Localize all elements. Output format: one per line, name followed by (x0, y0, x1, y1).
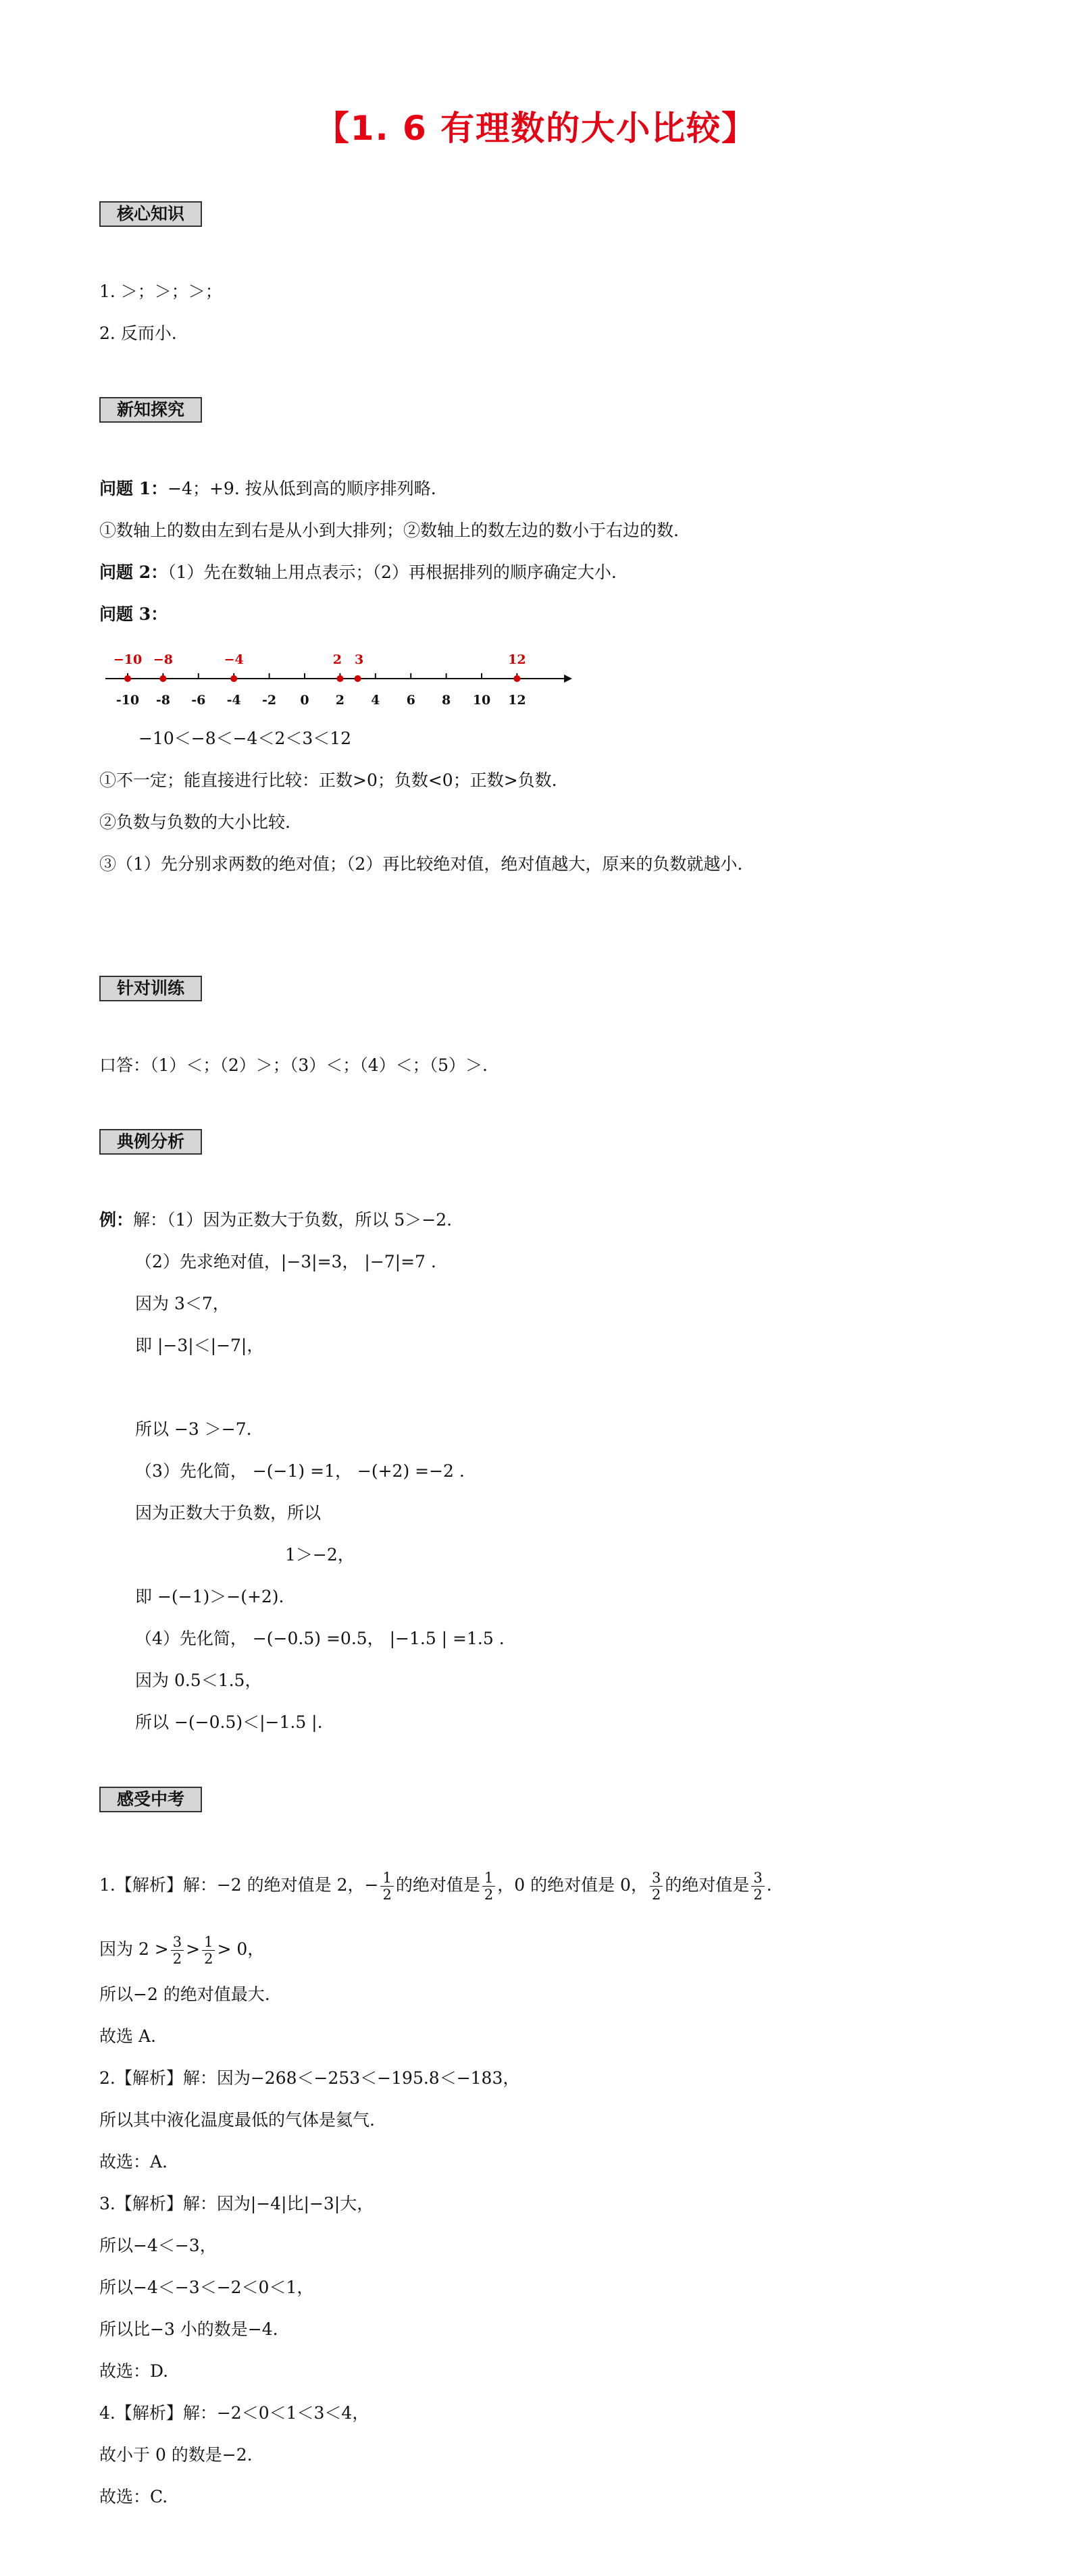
fraction-numerator: 3 (171, 1934, 184, 1951)
section-core-knowledge: 核心知识 (99, 201, 202, 227)
exam-q1-line-1 (99, 1865, 772, 1905)
number-line-point-label: 12 (508, 652, 526, 667)
core-line-2: 2. 反而小. (99, 323, 177, 343)
number-line-point (336, 675, 343, 682)
number-line-point-label: 3 (354, 652, 364, 667)
number-line-point (513, 675, 520, 682)
core-line-1: 1. ＞；＞；＞； (99, 282, 222, 301)
number-line-tick-label: -10 (116, 693, 140, 708)
example-first: 解：（1）因为正数大于负数，所以 5＞−2. (133, 1210, 453, 1230)
section-examples: 典例分析 (99, 1129, 202, 1155)
fraction-denominator: 2 (651, 1887, 661, 1903)
training-answer: 口答：（1）＜；（2）＞；（3）＜；（4）＜；（5）＞. (99, 1055, 488, 1075)
exam-line: 故选：A. (99, 2152, 168, 2172)
question-1-label: 问题 1： (99, 479, 168, 498)
explore-question-2 (99, 561, 617, 584)
exam-line: 故选：D. (99, 2361, 169, 2381)
number-line-tick-label: -4 (226, 693, 241, 708)
exam-line: 所以−2 的绝对值最大. (99, 1984, 270, 2004)
exam-line: 所以比−3 小的数是−4. (99, 2319, 278, 2339)
exam-line: 3.【解析】解：因为|−4|比|−3|大， (99, 2194, 374, 2213)
example-line: 因为 3＜7， (135, 1294, 230, 1313)
number-line-tick-label: -6 (191, 693, 206, 708)
section-training: 针对训练 (99, 976, 202, 1001)
exam-text: 1.【解析】解：−2 的绝对值是 2， (99, 1875, 365, 1895)
example-line: 所以 −(−0.5)＜|−1.5 |. (135, 1712, 323, 1732)
exam-text: 的绝对值是 (665, 1875, 750, 1895)
example-line-1 (99, 1209, 452, 1232)
exam-line: 2.【解析】解：因为−268＜−253＜−195.8＜−183， (99, 2068, 520, 2088)
question-2-text: （1）先在数轴上用点表示；（2）再根据排列的顺序确定大小. (168, 562, 617, 582)
fraction-one-half (482, 1870, 495, 1903)
exam-text: ，0 的绝对值是 0， (497, 1875, 648, 1895)
exam-text: > 0， (217, 1939, 265, 1959)
exam-line: 故小于 0 的数是−2. (99, 2445, 253, 2465)
exam-line: 4.【解析】解：−2＜0＜1＜3＜4， (99, 2403, 369, 2423)
exam-text: . (766, 1875, 772, 1895)
number-line-tick-label: 8 (441, 693, 451, 708)
exam-line: 故选：C. (99, 2487, 168, 2506)
question-3-label: 问题 3： (99, 604, 168, 624)
fraction-numerator: 3 (751, 1870, 764, 1887)
explore-line-b: ②负数与负数的大小比较. (99, 812, 290, 832)
number-line-tick-label: -2 (262, 693, 277, 708)
exam-line: 所以−4＜−3， (99, 2236, 217, 2255)
minus-sign: − (364, 1875, 379, 1895)
order-result: −10＜−8＜−4＜2＜3＜12 (138, 729, 352, 748)
exam-text: > (186, 1939, 201, 1959)
exam-text: 的绝对值是 (395, 1875, 480, 1895)
example-line: （2）先求绝对值，|−3|=3， |−7|=7 . (135, 1252, 436, 1271)
fraction-numerator: 3 (650, 1870, 663, 1887)
example-line: （4）先化简， −(−0.5) =0.5， |−1.5 | =1.5 . (135, 1629, 505, 1648)
example-line: 1＞−2， (285, 1545, 355, 1565)
example-line: 即 |−3|＜|−7|， (135, 1336, 264, 1355)
number-line (95, 638, 581, 712)
example-line: （3）先化简， −(−1) =1， −(+2) =−2 . (135, 1461, 465, 1481)
fraction-three-halves (650, 1870, 663, 1903)
exam-line: 所以−4＜−3＜−2＜0＜1， (99, 2278, 314, 2297)
fraction-one-half (380, 1870, 393, 1903)
fraction-denominator: 2 (382, 1887, 392, 1903)
explore-line-c: ③（1）先分别求两数的绝对值；（2）再比较绝对值，绝对值越大，原来的负数就越小. (99, 854, 743, 874)
fraction-one-half (202, 1934, 215, 1967)
exam-q1-line-2 (99, 1929, 264, 1970)
number-line-tick-label: 6 (406, 693, 415, 708)
example-label: 例： (99, 1210, 134, 1230)
number-line-tick-label: 2 (335, 693, 345, 708)
question-2-label: 问题 2： (99, 562, 168, 582)
section-exam: 感受中考 (99, 1787, 202, 1812)
fraction-denominator: 2 (753, 1887, 763, 1903)
fraction-three-halves (751, 1870, 764, 1903)
example-line: 因为正数大于负数，所以 (135, 1503, 322, 1523)
question-1-text: −4；+9. 按从低到高的顺序排列略. (168, 479, 436, 498)
number-line-point (159, 675, 166, 682)
number-line-point (230, 675, 237, 682)
exam-text: 因为 2 > (99, 1939, 169, 1959)
fraction-numerator: 1 (482, 1870, 495, 1887)
number-line-point-label: 2 (332, 652, 342, 667)
fraction-denominator: 2 (172, 1951, 182, 1967)
number-line-tick-label: 10 (472, 693, 491, 708)
number-line-tick-label: -8 (155, 693, 170, 708)
section-new-knowledge: 新知探究 (99, 397, 202, 423)
fraction-three-halves (171, 1934, 184, 1967)
fraction-denominator: 2 (484, 1887, 494, 1903)
number-line-tick-label: 0 (300, 693, 309, 708)
exam-line: 所以其中液化温度最低的气体是氦气. (99, 2110, 375, 2130)
number-line-arrow (564, 675, 572, 683)
number-line-point (355, 675, 361, 682)
number-line-point-label: −10 (113, 652, 143, 667)
fraction-numerator: 1 (202, 1934, 215, 1951)
number-line-point-label: −4 (224, 652, 244, 667)
explore-question-1 (99, 477, 436, 500)
example-line: 所以 −3 ＞−7. (135, 1419, 252, 1439)
example-line: 因为 0.5＜1.5， (135, 1671, 262, 1690)
page-title: 【1. 6 有理数的大小比较】 (315, 109, 757, 148)
number-line-point-label: −8 (153, 652, 173, 667)
fraction-denominator: 2 (204, 1951, 213, 1967)
fraction-numerator: 1 (380, 1870, 393, 1887)
explore-line-2: ①数轴上的数由左到右是从小到大排列；②数轴上的数左边的数小于右边的数. (99, 521, 679, 540)
explore-line-a: ①不一定；能直接进行比较：正数>0；负数<0；正数>负数. (99, 770, 557, 790)
number-line-point (124, 675, 131, 682)
number-line-tick-label: 4 (371, 693, 380, 708)
example-line: 即 −(−1)＞−(+2). (135, 1587, 284, 1606)
exam-line: 故选 A. (99, 2026, 156, 2046)
number-line-tick-label: 12 (508, 693, 526, 708)
